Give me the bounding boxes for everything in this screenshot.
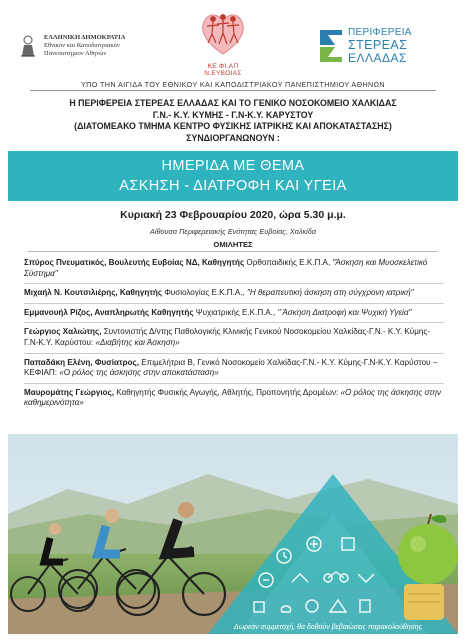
speaker-topic: "Άσκηση και Μυοσκελετικό Σύστημα": [24, 258, 428, 278]
region-sigma-icon: [318, 28, 344, 64]
speaker-name: Μιχαήλ Ν. Κουτσιλιέρης, Καθηγητής: [24, 288, 163, 298]
organizers-line-1: Η ΠΕΡΙΦΕΡΕΙΑ ΣΤΕΡΕΑΣ ΕΛΛΑΔΑΣ ΚΑΙ ΤΟ ΓΕΝΙΚΟ ΝΟΣΟΚΟΜΕΙΟ ΧΑΛΚΙΔΑΣ: [69, 98, 397, 108]
divider: [28, 251, 438, 252]
divider: [30, 90, 436, 91]
uoa-line-1: ΕΛΛΗΝΙΚΗ ΔΗΜΟΚΡΑΤΙΑ: [44, 34, 126, 41]
uoa-logo: [18, 34, 125, 58]
kefiap-figures-icon: [195, 10, 251, 56]
event-venue: Αίθουσα Περιφερειακής Ενότητας Ευβοίας, Χαλκίδα: [150, 227, 316, 236]
cyclists-scene: [8, 434, 458, 634]
kefiap-caption: ΚΕ.ΦΙ.ΑΠ Ν.ΕΥΒΟΙΑΣ: [204, 63, 242, 77]
speaker-name: Σπύρος Πνευματικός, Βουλευτής Ευβοίας ΝΔ, Καθηγητής: [24, 258, 245, 267]
region-line-3: ΕΛΛΑΔΑΣ: [348, 51, 407, 65]
speaker-item: [24, 258, 444, 284]
speaker-topic: «Διαβήτης και Άσκηση»: [95, 337, 180, 347]
banner-line-2: ΑΣΚΗΣΗ - ΔΙΑΤΡΟΦΗ ΚΑΙ ΥΓΕΙΑ: [119, 178, 347, 194]
aegis-text: ΥΠΟ ΤΗΝ ΑΙΓΙΔΑ ΤΟΥ ΕΘΝΙΚΟΥ ΚΑΙ ΚΑΠΟΔΙΣΤΡΙΑΚΟΥ ΠΑΝΕΠΙΣΤΗΜΙΟΥ ΑΘΗΝΩΝ: [80, 80, 386, 89]
banner-line-1: ΗΜΕΡΙΔΑ ΜΕ ΘΕΜΑ: [161, 158, 305, 174]
speaker-topic: «Ο ρόλος της άσκησης στην αποκατάσταση»: [59, 368, 219, 378]
title-banner: [8, 151, 458, 201]
cyclists-illustration: [8, 434, 458, 634]
speaker-role: Ορθοπαιδικής Ε.Κ.Π.Α,: [244, 258, 333, 267]
speaker-role: Επιμελήτρια Β, Γενικό Νοσοκομείο Χαλκίδας-Γ.Ν.- Κ.Υ. Κύμης-Γ.Ν-Κ.Υ. Καρύστου –ΚΕΦΙΑΠ:: [24, 357, 438, 378]
poster: [8, 6, 458, 634]
speaker-item: [24, 308, 444, 324]
speaker-item: [24, 288, 444, 304]
region-line-1: ΠΕΡΙΦΕΡΕΙΑ: [348, 27, 412, 38]
speaker-role: Συντονιστής Δ/ντης Παθολογικής Κλινικής Γενικού Νοσοκομείου Χαλκίδας-Γ.Ν.- Κ.Υ. Κύμης-Γ.Ν-Κ.Υ. Καρύστου:: [24, 327, 430, 347]
speaker-name: Παπαδάκη Ελένη, Φυσίατρος,: [24, 357, 139, 367]
organizers: [8, 98, 458, 144]
speaker-role: Καθηγητής Φυσικής Αγωγής, Αθλητής, Προπονητής Δρομέων:: [114, 387, 341, 397]
speaker-topic: «Ο ρόλος της άσκησης στην καθημερινότητα»: [24, 387, 441, 408]
organizers-line-2: Γ.Ν.- Κ.Υ. ΚΥΜΗΣ - Γ.Ν-Κ.Υ. ΚΑΡΥΣΤΟΥ: [152, 109, 314, 120]
uoa-line-3: Πανεπιστήμιον Αθηνών: [44, 50, 107, 57]
speaker-role: Φυσιολογίας Ε.Κ.Π.Α.,: [162, 288, 247, 298]
university-seal-icon: [18, 34, 38, 58]
speakers-heading: ΟΜΙΛΗΤΕΣ: [213, 240, 253, 249]
speaker-name: Εμμανουήλ Ρίζος, Αναπληρωτής Καθηγητής: [24, 307, 194, 317]
speaker-item: [24, 327, 444, 353]
event-date: Κυριακή 23 Φεβρουαρίου 2020, ώρα 5.30 μ.μ.: [120, 209, 346, 221]
logo-bar: [8, 6, 458, 78]
speaker-item: [24, 388, 444, 413]
uoa-line-2: Εθνικόν και Καποδιστριακόν: [44, 42, 120, 49]
region-logo: [318, 26, 412, 65]
speaker-name: Γεώργιος Χαλιώτης,: [24, 327, 102, 337]
footer-text: Δωρεάν συμμετοχή, θα δοθούν βεβαιώσεις παρακολούθησης: [233, 624, 423, 631]
organizers-line-4: ΣΥΝΔΙΟΡΓΑΝΩΝΟΥΝ :: [186, 132, 280, 143]
speaker-item: [24, 358, 444, 384]
speakers-list: [24, 258, 444, 417]
organizers-line-3: (ΔΙΑΤΟΜΕΑΚΟ ΤΜΗΜΑ ΚΕΝΤΡΟ ΦΥΣΙΚΗΣ ΙΑΤΡΙΚΗΣ ΚΑΙ ΑΠΟΚΑΤΑΣΤΑΣΗΣ): [74, 121, 392, 131]
speaker-name: Μαυρομάτης Γεώργιος,: [24, 387, 115, 397]
speaker-topic: "Η θεραπευτική άσκηση στη σύγχρονη ιατρική": [247, 288, 414, 298]
speaker-role: Ψυχιατρικής Ε.Κ.Π.Α.,: [193, 307, 278, 317]
speaker-topic: " Άσκηση Διατροφή και Ψυχική Υγεία": [277, 307, 412, 317]
region-line-2: ΣΤΕΡΕΑΣ: [348, 38, 408, 52]
kefiap-logo: [188, 10, 258, 77]
